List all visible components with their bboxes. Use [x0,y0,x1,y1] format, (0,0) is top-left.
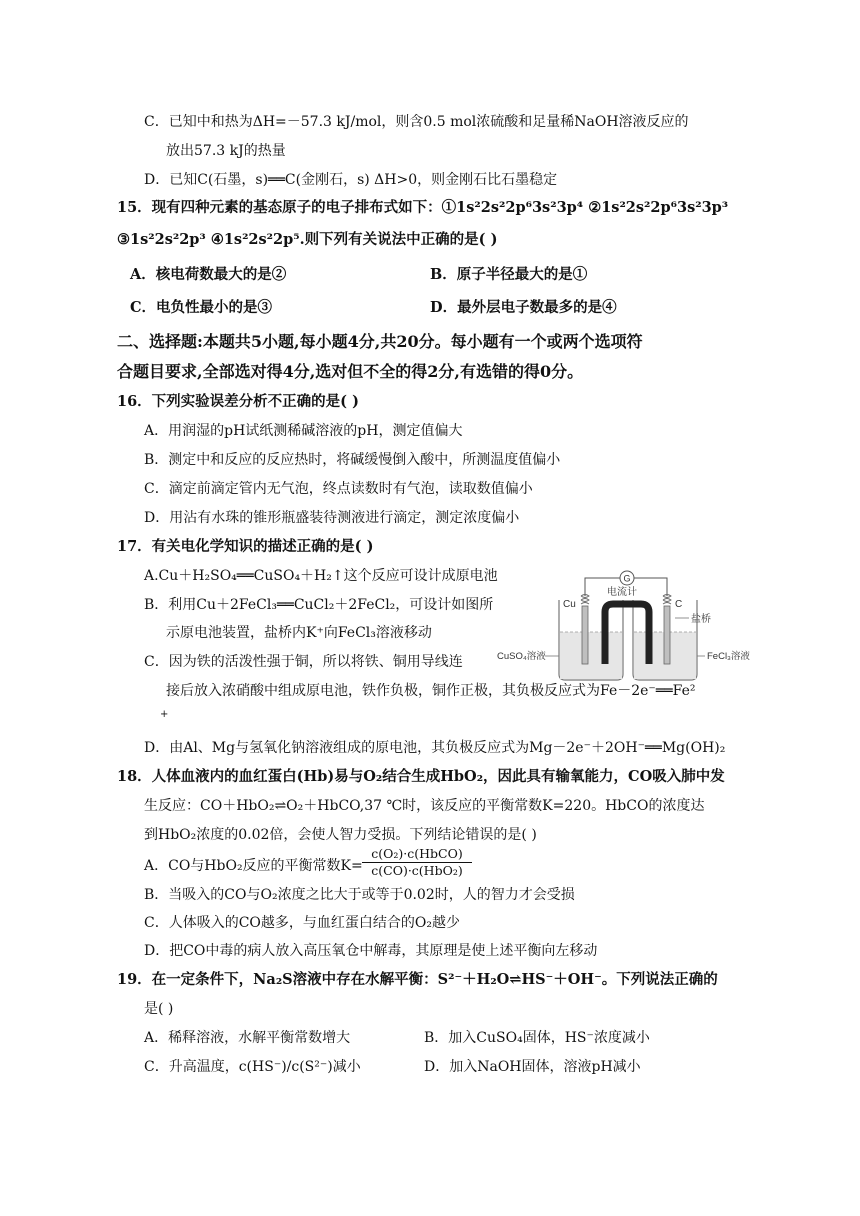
q18-option-d: D．把CO中毒的病人放入高压氧仓中解毒，其原理是使上述平衡向左移动 [144,943,598,959]
q16-option-b: B．测定中和反应的反应热时，将碱缓慢倒入酸中，所测温度值偏小 [144,452,561,468]
salt-bridge-label: 盐桥 [691,614,711,625]
q17-option-b-line1: B．利用Cu＋2FeCl₃══CuCl₂＋2FeCl₂，可设计如图所 [144,597,494,613]
q18-stem-line3: 到HbO₂浓度的0.02倍，会使人智力受损。下列结论错误的是( ) [144,827,537,843]
q19-option-d: D．加入NaOH固体，溶液pH减小 [424,1059,641,1075]
left-solution [560,632,622,679]
q17-option-c-line3: + [160,709,169,720]
q19-option-b: B．加入CuSO₄固体，HS⁻浓度减小 [424,1030,650,1046]
q19-stem-line2: 是( ) [144,1001,174,1017]
copper-electrode [582,606,588,664]
ammeter-label: 电流计 [607,587,637,598]
section-2-heading-line2: 合题目要求,全部选对得4分,选对但不全的得2分,有选错的得0分。 [117,362,584,381]
q15-option-d: D．最外层电子数最多的是④ [430,299,617,316]
q15-stem-line2: ③1s²2s²2p³ ④1s²2s²2p⁵.则下列有关说法中正确的是( ) [117,231,498,248]
q14-option-c-line2: 放出57.3 kJ的热量 [166,143,286,159]
q19-option-a: A．稀释溶液，水解平衡常数增大 [144,1030,351,1046]
q18-option-c: C．人体吸入的CO越多，与血红蛋白结合的O₂越少 [144,915,460,931]
q14-option-c-line1: C．已知中和热为ΔH=－57.3 kJ/mol，则含0.5 mol浓硫酸和足量稀NaOH溶液反应的 [144,114,689,130]
q15-option-a: A．核电荷数最大的是② [130,266,287,283]
q18-option-b: B．当吸入的CO与O₂浓度之比大于或等于0.02时，人的智力才会受损 [144,887,575,903]
q16-stem: 16．下列实验误差分析不正确的是( ) [117,393,359,410]
q17-option-a: A.Cu＋H₂SO₄══CuSO₄＋H₂↑这个反应可设计成原电池 [144,568,498,584]
q19-option-c: C．升高温度，c(HS⁻)/c(S²⁻)减小 [144,1059,361,1075]
q14-option-d: D．已知C(石墨，s)══C(金刚石，s) ΔH>0，则金刚石比石墨稳定 [144,172,558,188]
carbon-electrode [664,606,670,664]
q16-option-d: D．用沾有水珠的锥形瓶盛装待测液进行滴定，测定浓度偏小 [144,510,520,526]
fraction-denominator: c(CO)·c(HbO₂) [362,862,472,879]
section-2-heading-line1: 二、选择题:本题共5小题,每小题4分,共20分。每小题有一个或两个选项符 [117,332,643,351]
q17-option-c-line2: 接后放入浓硝酸中组成原电池，铁作负极，铜作正极，其负极反应式为Fe－2e⁻══Fe² [166,683,696,699]
fecl3-label: FeCl₃溶液 [707,651,750,662]
galvanometer-label: G [623,573,631,584]
q17-option-b-line2: 示原电池装置，盐桥内K⁺向FeCl₃溶液移动 [166,625,432,641]
q15-option-c: C．电负性最小的是③ [130,299,273,316]
q18-stem-line1: 18．人体血液内的血红蛋白(Hb)易与O₂结合生成HbO₂，因此具有输氧能力，CO吸入肺中发 [117,768,725,785]
q19-stem-line1: 19．在一定条件下，Na₂S溶液中存在水解平衡：S²⁻＋H₂O⇌HS⁻＋OH⁻。下列说法正确的 [117,971,718,988]
q18-option-a: A．CO与HbO₂反应的平衡常数K= [144,858,363,874]
q15-stem-line1: 15．现有四种元素的基态原子的电子排布式如下：①1s²2s²2p⁶3s²3p⁴ ②1s²2s²2p⁶3s²3p³ [117,199,729,216]
q16-option-c: C．滴定前滴定管内无气泡，终点读数时有气泡，读取数值偏小 [144,481,533,497]
q15-option-b: B．原子半径最大的是① [430,266,588,283]
q17-option-d: D．由Al、Mg与氢氧化钠溶液组成的原电池，其负极反应式为Mg－2e⁻＋2OH⁻══Mg(OH)₂ [144,740,726,756]
galvanic-cell-diagram [497,566,755,684]
q17-option-c-line1: C．因为铁的活泼性强于铜，所以将铁、铜用导线连 [144,654,463,670]
q17-stem: 17．有关电化学知识的描述正确的是( ) [117,538,374,555]
cuso4-label: CuSO₄溶液 [497,651,546,662]
q18-stem-line2: 生反应：CO＋HbO₂⇌O₂＋HbCO,37 ℃时，该反应的平衡常数K=220。HbCO的浓度达 [144,798,705,814]
c-label: C [675,599,683,610]
q16-option-a: A．用润湿的pH试纸测稀碱溶液的pH，测定值偏大 [144,423,463,439]
fraction-numerator: c(O₂)·c(HbCO) [371,846,463,861]
equilibrium-constant-fraction [362,846,472,879]
cu-label: Cu [563,599,576,610]
